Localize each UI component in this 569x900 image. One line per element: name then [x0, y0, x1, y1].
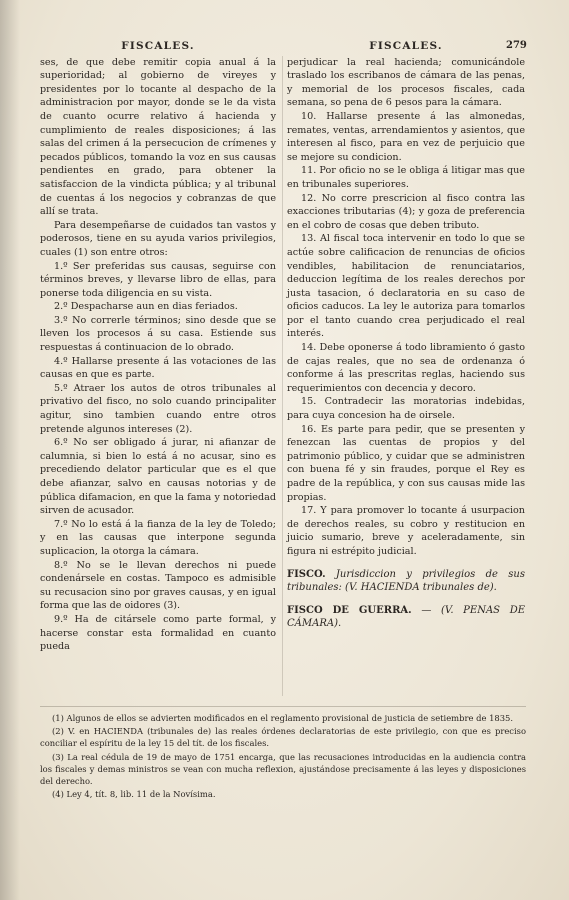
entry-reference: — (V. PENAS DE CÁMARA). [287, 604, 526, 630]
footnote: (2) V. en HACIENDA (tribunales de) las reales órdenes declaratorias de este privilegio, con que es preciso conciliar el espíritu de la ley 15 del tít. de los fiscales. [40, 726, 526, 749]
dictionary-entry-fisco [287, 568, 525, 595]
entry-title: FISCO. [287, 568, 326, 580]
right-paragraph: 16. Es parte para pedir, que se presenten y fenezcan las cuentas de propios y del patrimonio público, y cuidar que se administren con buena fé y sin fraudes, porque el Rey es padre de la república, y con sus causas mide las propias. [287, 423, 525, 503]
left-paragraph: 1.º Ser preferidas sus causas, seguirse con términos breves, y llevarse libro de ellas, para ponerse toda diligencia en su vista. [40, 260, 276, 299]
right-paragraph: 13. Al fiscal toca intervenir en todo lo que se actúe sobre calificacion de renuncias de oficios vendibles, habilitacion de renunciatarios, deduccion legítima de los reales derechos por justa tasacion, ó declaratoria en su caso de oficios caducos. La ley le autoriza para tomarlos por el tanto cuando crea perjudicado el real interés. [287, 233, 525, 340]
right-paragraph: 10. Hallarse presente á las almonedas, remates, ventas, arrendamientos y asientos, que interesen al fisco, para en vez de perjuicio que se mejore su condicion. [287, 110, 525, 163]
right-paragraph: 11. Por oficio no se le obliga á litigar mas que en tribunales superiores. [287, 165, 525, 190]
right-column [287, 40, 525, 631]
right-running-head: FISCALES. [369, 40, 443, 52]
dictionary-entry-fisco-de-guerra [287, 604, 525, 631]
footnote-divider [40, 706, 526, 707]
entry-reference: Jurisdiccion y privilegios de sus tribunales: (V. HACIENDA tribunales de). [287, 568, 525, 594]
left-paragraph: 7.º No lo está á la fianza de la ley de Toledo; y en las causas que interpone segunda suplicacion, la otorga la cámara. [40, 518, 276, 557]
left-column [40, 40, 276, 654]
right-paragraph: 14. Debe oponerse á todo libramiento ó gasto de cajas reales, que no sea de ordenanza ó conforme á las prescritas reglas, haciendo sus requerimientos con decencia y decoro. [287, 342, 525, 394]
right-paragraph: 12. No corre prescricion al fisco contra las exacciones tributarias (4); y goza de preferencia en el cobro de cosas que deben tributo. [287, 192, 525, 231]
left-paragraph: 3.º No correrle términos; sino desde que se lleven los procesos á su casa. Estiende sus respuestas á continuacion de lo obrado. [40, 314, 276, 354]
column-divider [282, 56, 283, 696]
page-number: 279 [506, 40, 527, 51]
right-paragraph: perjudicar la real hacienda; comunicándole traslado los escribanos de cámara de las penas, y memorial de los procesos fiscales, cada semana, so pena de 6 pesos para la cámara. [287, 56, 525, 109]
left-paragraph: 9.º Ha de citársele como parte formal, y hacerse constar esta formalidad en cuanto pueda [40, 613, 276, 653]
footnote: (3) La real cédula de 19 de mayo de 1751 encarga, que las recusaciones introducidas en la audiencia contra los fiscales y demas ministros se vean con mucha reflexion, ajustándose precisamente á las leyes y disposiciones del derecho. [40, 751, 526, 787]
right-paragraph: 17. Y para promover lo tocante á usurpacion de derechos reales, su cobro y restitucion en juicio sumario, breve y aceleradamente, sin figura ni estrépito judicial. [287, 505, 525, 557]
footnotes [40, 712, 526, 801]
right-paragraph: 15. Contradecir las moratorias indebidas, para cuya concesion ha de oirsele. [287, 396, 525, 422]
left-paragraph: 5.º Atraer los autos de otros tribunales al privativo del fisco, no solo cuando principaliter agitur, sino tambien cuando entre otros pretende algunos intereses (2). [40, 382, 276, 435]
footnote: (1) Algunos de ellos se advierten modificados en el reglamento provisional de justicia de setiembre de 1835. [52, 713, 514, 723]
spine-shadow [0, 0, 20, 900]
entry-title: FISCO DE GUERRA. [287, 604, 412, 616]
left-paragraph: 8.º No se le llevan derechos ni puede condenársele en costas. Tampoco es admisible su recusacion sino por graves causas, y en igual forma que las de oidores (3). [40, 559, 276, 612]
left-paragraph: 2.º Despacharse aun en dias feriados. [54, 301, 238, 313]
left-paragraph: ses, de que debe remitir copia anual á la superioridad; al gobierno de vireyes y presidentes por lo tocante al despacho de la administracion por mayor, donde se le da vista de cuanto ocurre relativo á hacienda y cumplimiento de reales disposiciones; á las salas del crimen á la persecucion de crímenes y pecados públicos, tomando la voz en sus causas pendientes en grado, para obtener la satisfaccion de la vindicta pública; y al tribunal de cuentas á los negocios y cobranzas de que allí se trata. [40, 56, 276, 218]
left-paragraph: 4.º Hallarse presente á las votaciones de las causas en que es parte. [40, 355, 276, 381]
left-running-head: FISCALES. [121, 40, 195, 52]
left-paragraph: 6.º No ser obligado á jurar, ni afianzar de calumnia, si bien lo está á no acusar, sino es precediendo delator particular que es el que debe afianzar, salvo en causas notorias y de pública difamacion, en que la fama y notoriedad sirven de acusador. [40, 437, 276, 517]
footnote: (4) Ley 4, tít. 8, lib. 11 de la Novísima. [52, 789, 216, 800]
left-paragraph: Para desempeñarse de cuidados tan vastos y poderosos, tiene en su ayuda varios privilegios, cuales (1) son entre otros: [40, 219, 276, 258]
